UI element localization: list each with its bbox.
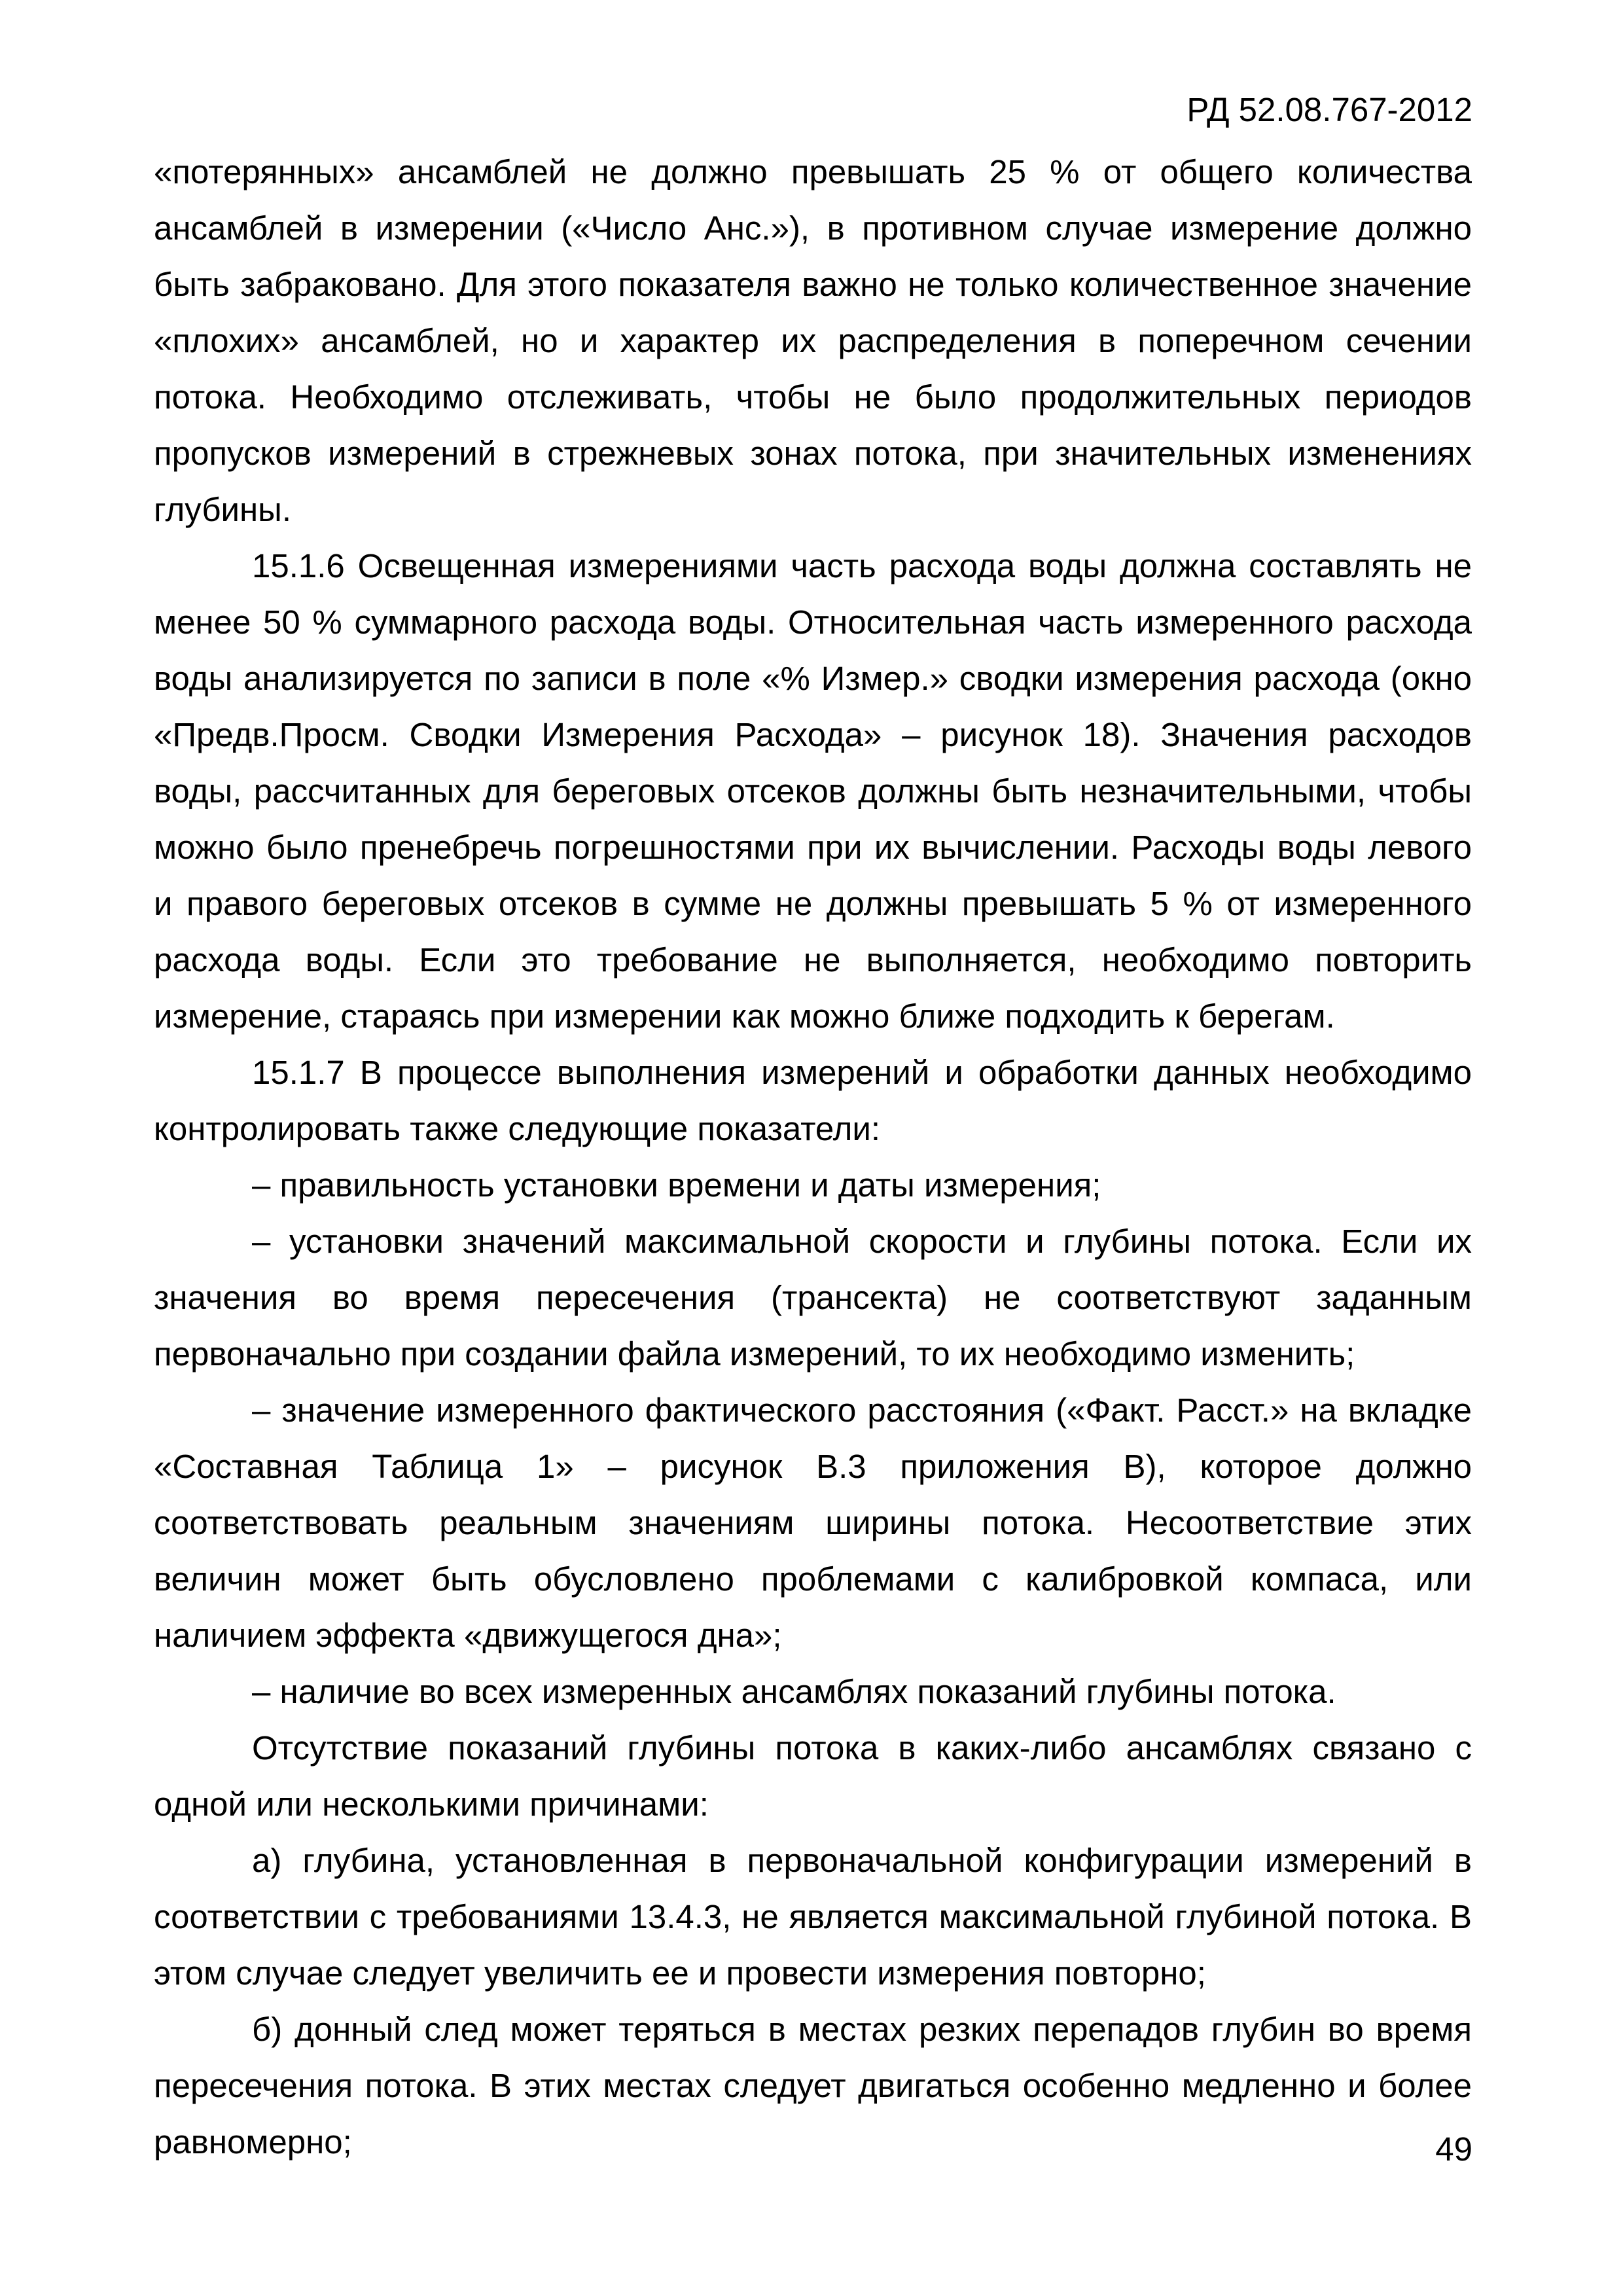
list-item-max-speed-depth: – установки значений максимальной скорости и глубины потока. Если их значения во время пересечения (трансекта) не соответствуют заданным первоначально при создании файла измерений, то их необходимо изменить;: [154, 1223, 1472, 1372]
list-item-actual-distance: – значение измеренного фактического расстояния («Факт. Расст.» на вкладке «Составная Таблица 1» – рисунок В.3 приложения В), которое должно соответствовать реальным значениям ширины потока. Несоответствие этих величин может быть обусловлено проблемами с калибровкой компаса, или наличием эффекта «движущегося дна»;: [154, 1391, 1472, 1654]
list-item-depth-readings: – наличие во всех измеренных ансамблях показаний глубины потока.: [252, 1673, 1336, 1710]
list-item-a: а) глубина, установленная в первоначальной конфигурации измерений в соответствии с требованиями 13.4.3, не является максимальной глубиной потока. В этом случае следует увеличить ее и провести измерения повторно;: [154, 1842, 1472, 1992]
paragraph-missing-depth: Отсутствие показаний глубины потока в каких-либо ансамблях связано с одной или несколькими причинами:: [154, 1729, 1472, 1823]
list-item-b: б) донный след может теряться в местах резких перепадов глубин во время пересечения потока. В этих местах следует двигаться особенно медленно и более равномерно;: [154, 2011, 1472, 2161]
paragraph-lost-ensembles: «потерянных» ансамблей не должно превышать 25 % от общего количества ансамблей в измерении («Число Анс.»), в противном случае измерение должно быть забраковано. Для этого показателя важно не только количественное значение «плохих» ансамблей, но и характер их распределения в поперечном сечении потока. Необходимо отслеживать, чтобы не было продолжительных периодов пропусков измерений в стрежневых зонах потока, при значительных изменениях глубины.: [154, 153, 1472, 528]
paragraph-15-1-7: 15.1.7 В процессе выполнения измерений и обработки данных необходимо контролировать также следующие показатели:: [154, 1054, 1472, 1147]
list-item-time-date: – правильность установки времени и даты измерения;: [252, 1166, 1101, 1204]
page-number: 49: [1435, 2130, 1472, 2168]
page-body: [154, 144, 1472, 2170]
paragraph-15-1-6: 15.1.6 Освещенная измерениями часть расхода воды должна составлять не менее 50 % суммарного расхода воды. Относительная часть измеренного расхода воды анализируется по записи в поле «% Измер.» сводки измерения расхода (окно «Предв.Просм. Сводки Измерения Расхода» – рисунок 18). Значения расходов воды, рассчитанных для береговых отсеков должны быть незначительными, чтобы можно было пренебречь погрешностями при их вычислении. Расходы воды левого и правого береговых отсеков в сумме не должны превышать 5 % от измеренного расхода воды. Если это требование не выполняется, необходимо повторить измерение, стараясь при измерении как можно ближе подходить к берегам.: [154, 547, 1472, 1035]
document-code-header: РД 52.08.767-2012: [1186, 91, 1472, 128]
